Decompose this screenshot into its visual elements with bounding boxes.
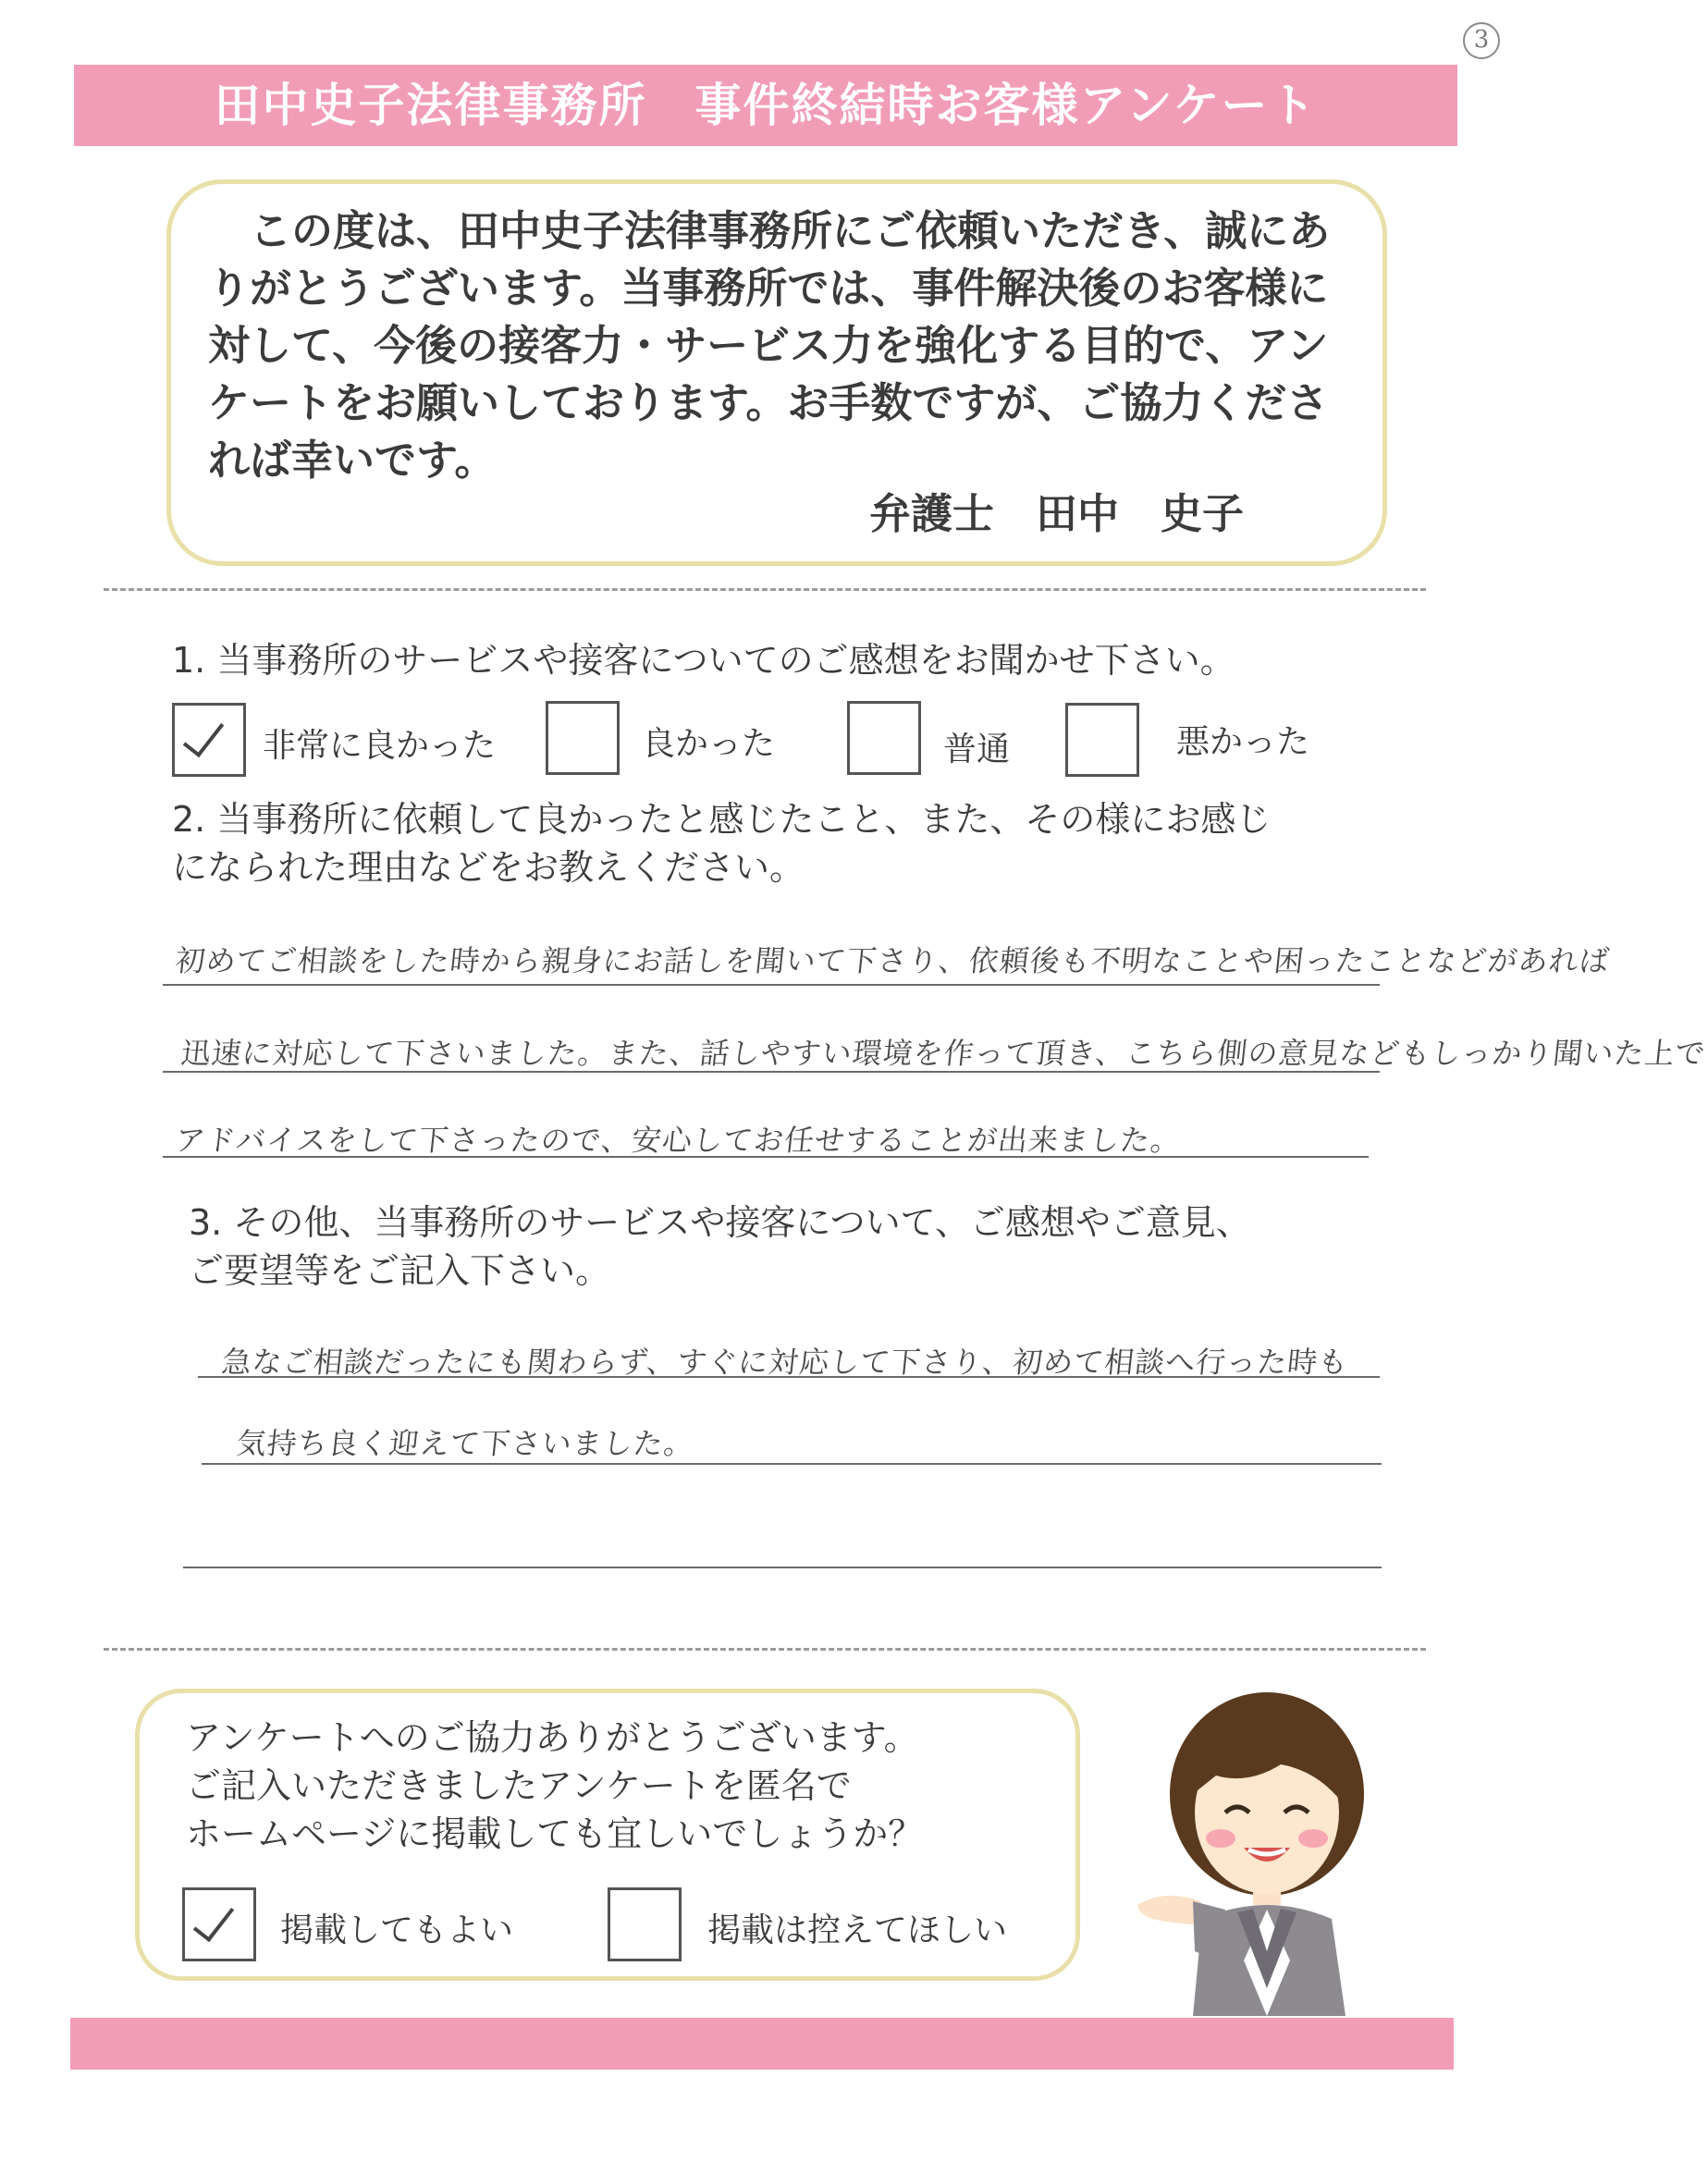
q3-answer-rule	[198, 1376, 1380, 1378]
q1-label-normal: 普通	[943, 731, 1011, 768]
q2-answer-rule	[163, 1156, 1369, 1158]
footer-bar	[70, 2018, 1454, 2070]
section-divider	[104, 1648, 1426, 1651]
q1-checkbox-bad[interactable]	[1065, 703, 1139, 777]
q1-label-good: 良かった	[642, 725, 776, 763]
q3-question-line2: ご要望等をご記入下さい。	[189, 1250, 611, 1291]
q1-checkbox-very-good[interactable]	[172, 703, 246, 777]
intro-text: この度は、田中史子法律事務所にご依頼いただき、誠にありがとうございます。当事務所では、事件解決後のお客様に対して、今後の接客力・サービス力を強化する目的で、アンケートをお願いしております。お手数ですが、ご協力くだされば幸いです。	[208, 206, 1331, 485]
q3-answer-line2: 気持ち良く迎えて下さいました。	[234, 1426, 696, 1461]
closing-line2: ご記入いただきましたアンケートを匿名で	[186, 1765, 852, 1806]
page-title: 田中史子法律事務所 事件終結時お客様アンケート	[214, 79, 1318, 132]
q3-answer-line1: 急なご相談だったにも関わらず、すぐに対応して下さり、初めて相談へ行った時も	[219, 1345, 1351, 1380]
page-number: 3	[1463, 22, 1500, 59]
intro-box	[166, 179, 1387, 566]
q2-answer-rule	[163, 1071, 1380, 1073]
q1-label-very-good: 非常に良かった	[263, 727, 497, 765]
publish-ok-label: 掲載してもよい	[280, 1911, 514, 1949]
q1-checkbox-normal[interactable]	[847, 701, 921, 775]
q3-answer-rule	[202, 1463, 1382, 1465]
section-divider	[104, 588, 1426, 591]
publish-no-checkbox[interactable]	[608, 1887, 682, 1961]
publish-ok-checkbox[interactable]	[182, 1887, 256, 1961]
q1-label-bad: 悪かった	[1176, 723, 1310, 761]
publish-no-label: 掲載は控えてほしい	[707, 1911, 1008, 1949]
q2-answer-rule	[163, 984, 1380, 986]
q1-question: 1. 当事務所のサービスや接客についてのご感想をお聞かせ下さい。	[172, 640, 1235, 681]
q3-question-line1: 3. その他、当事務所のサービスや接客について、ご感想やご意見、	[189, 1202, 1251, 1243]
q2-question-line2: になられた理由などをお教えください。	[172, 847, 805, 888]
q2-question-line1: 2. 当事務所に依頼して良かったと感じたこと、また、その様にお感じ	[172, 799, 1272, 840]
closing-line3: ホームページに掲載しても宜しいでしょうか？	[186, 1813, 924, 1854]
q2-answer-line1: 初めてご相談をした時から親身にお話しを聞いて下さり、依頼後も不明なことや困ったことなどがあれば	[173, 943, 1612, 978]
closing-box	[135, 1689, 1080, 1981]
closing-text	[186, 1714, 1074, 1858]
intro-signature: 弁護士 田中 史子	[868, 489, 1244, 538]
mascot-illustration	[1128, 1683, 1406, 2016]
q2-answer-line2: 迅速に対応して下さいました。また、話しやすい環境を作って頂き、こちら側の意見などもしっかり聞いた上で	[178, 1036, 1708, 1071]
title-bar	[74, 65, 1457, 146]
q3-answer-rule	[183, 1567, 1382, 1568]
closing-line1: アンケートへのご協力ありがとうございます。	[186, 1717, 919, 1758]
q2-answer-line3: アドバイスをして下さったので、安心してお任せすることが出来ました。	[173, 1123, 1184, 1158]
q1-checkbox-good[interactable]	[546, 701, 620, 775]
